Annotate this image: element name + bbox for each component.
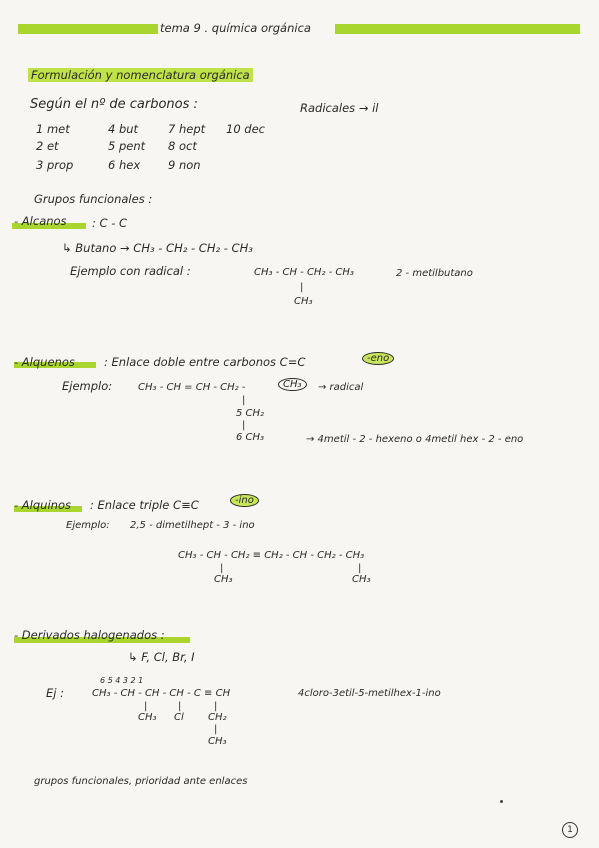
halogenados-branch-3b: CH₃ <box>208 736 227 747</box>
alquenos-desc: : Enlace doble entre carbonos C=C <box>104 355 306 369</box>
alquinos-branch-bond-2: | <box>358 563 362 574</box>
alquenos-radical-label: → radical <box>318 382 364 393</box>
halogenados-title: - Derivados halogenados : <box>14 628 165 642</box>
alcanos-formula: CH₃ - CH - CH₂ - CH₃ <box>254 267 354 278</box>
alquinos-example-name: 2,5 - dimetilhept - 3 - ino <box>130 520 255 531</box>
header-highlight-left <box>18 24 158 34</box>
alcanos-branch: CH₃ <box>294 296 313 307</box>
page-dot <box>500 800 503 803</box>
prefix-7: 7 hept <box>168 122 206 136</box>
alcanos-name: 2 - metilbutano <box>396 268 473 279</box>
halogenados-ej-label: Ej : <box>46 686 64 700</box>
radicals-label: Radicales → il <box>300 101 379 115</box>
prefix-4: 4 but <box>108 122 139 136</box>
prefix-3: 3 prop <box>36 158 74 172</box>
alquenos-radical <box>278 378 307 391</box>
alcanos-title: - Alcanos <box>14 214 67 228</box>
alquenos-branch-1: 5 CH₂ <box>236 408 265 419</box>
carbon-count-label: Según el nº de carbonos : <box>30 97 198 112</box>
prefix-5: 5 pent <box>108 139 146 153</box>
halogenados-formula: CH₃ - CH - CH - CH - C ≡ CH <box>92 688 231 699</box>
halogenados-list: ↳ F, Cl, Br, I <box>128 650 195 664</box>
alquenos-suffix <box>362 352 394 365</box>
alquenos-branch-bond-2: | <box>242 420 246 431</box>
alcanos-bond: : C - C <box>92 216 128 230</box>
alquinos-formula: CH₃ - CH - CH₂ ≡ CH₂ - CH - CH₂ - CH₃ <box>178 550 365 561</box>
alquinos-branch-1: CH₃ <box>214 574 233 585</box>
alquenos-title: - Alquenos <box>14 355 75 369</box>
alquenos-radical-circle: CH₃ <box>278 378 307 391</box>
alquinos-suffix-circle: -ino <box>230 494 259 507</box>
prefix-9: 9 non <box>168 158 201 172</box>
alquinos-desc: : Enlace triple C≡C <box>90 498 199 512</box>
halogenados-branch-1: CH₃ <box>138 712 157 723</box>
halogenados-branch-bond-2: | <box>178 701 182 712</box>
alquenos-branch-2: 6 CH₃ <box>236 432 265 443</box>
prefix-1: 1 met <box>36 122 70 136</box>
alquenos-branch-bond-1: | <box>242 395 246 406</box>
halogenados-branch-2: Cl <box>174 712 184 723</box>
functional-groups-label: Grupos funcionales : <box>34 192 153 206</box>
alquinos-branch-bond-1: | <box>220 563 224 574</box>
page-number: 1 <box>562 822 578 838</box>
alquenos-example-label: Ejemplo: <box>62 379 113 393</box>
alcanos-branch-bond: | <box>300 282 304 293</box>
alquinos-branch-2: CH₃ <box>352 574 371 585</box>
halogenados-carbon-numbers: 6 5 4 3 2 1 <box>100 676 144 685</box>
halogenados-branch-bond-1: | <box>144 701 148 712</box>
butano-line: ↳ Butano → CH₃ - CH₂ - CH₂ - CH₃ <box>62 241 253 255</box>
alquenos-name: → 4metil - 2 - hexeno o 4metil hex - 2 - eno <box>306 434 524 445</box>
prefix-2: 2 et <box>36 139 59 153</box>
footer-note: grupos funcionales, prioridad ante enlaces <box>34 776 248 787</box>
prefix-10: 10 dec <box>226 122 265 136</box>
alquenos-suffix-circle: -eno <box>362 352 394 365</box>
prefix-6: 6 hex <box>108 158 141 172</box>
alquinos-example-label: Ejemplo: <box>66 520 110 531</box>
section-title-text: Formulación y nomenclatura orgánica <box>28 68 253 82</box>
halogenados-branch-bond-3b: | <box>214 724 218 735</box>
alquinos-suffix <box>230 494 259 507</box>
section-title <box>28 68 253 82</box>
halogenados-name: 4cloro-3etil-5-metilhex-1-ino <box>298 688 441 699</box>
prefix-8: 8 oct <box>168 139 197 153</box>
alcanos-example-label: Ejemplo con radical : <box>70 264 191 278</box>
alquinos-title: - Alquinos <box>14 498 71 512</box>
header-highlight-right <box>335 24 580 34</box>
halogenados-branch-bond-3: | <box>214 701 218 712</box>
header-title: tema 9 . química orgánica <box>160 21 311 35</box>
alquenos-formula: CH₃ - CH = CH - CH₂ - <box>138 382 246 393</box>
halogenados-branch-3: CH₂ <box>208 712 227 723</box>
